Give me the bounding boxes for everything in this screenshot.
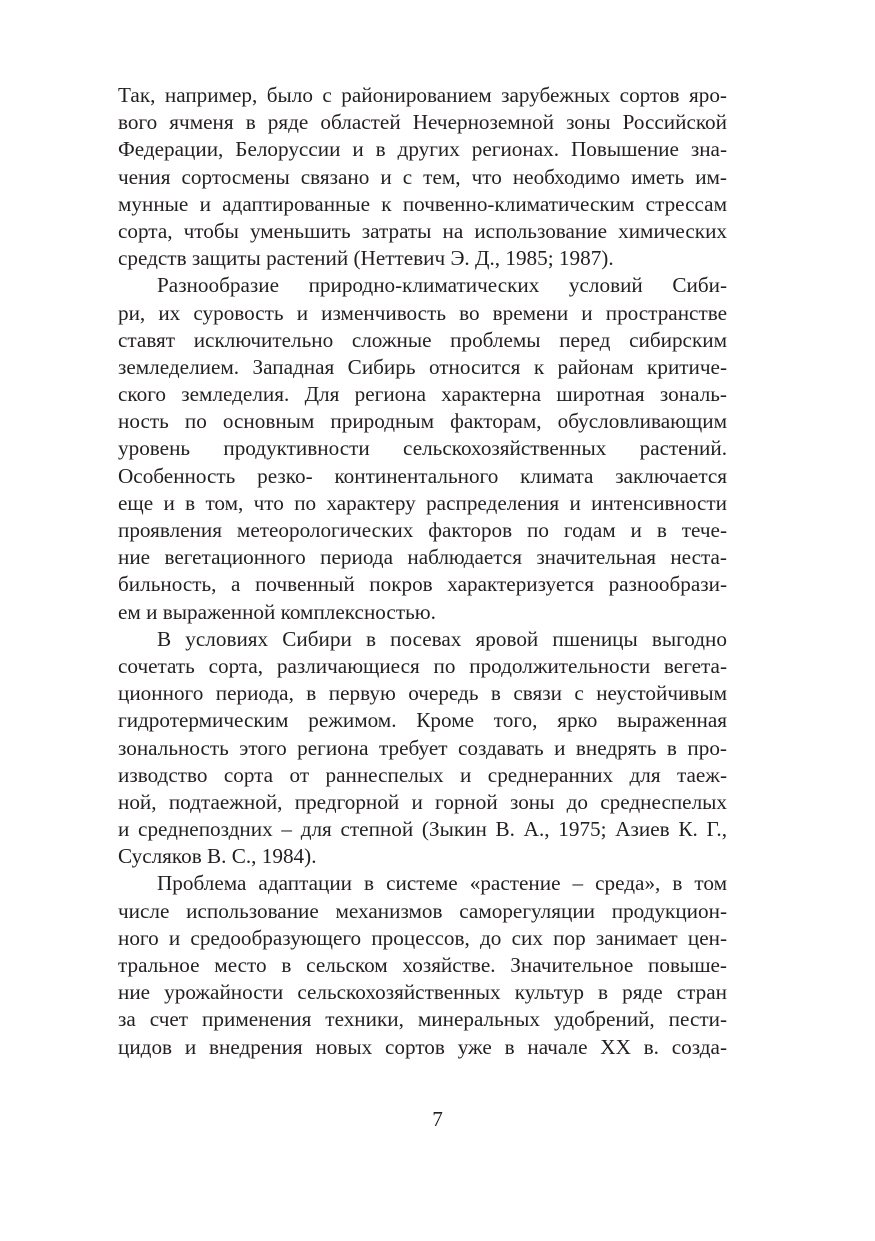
text-line: земледелием. Западная Сибирь относится к районам критиче- [118,354,727,379]
text-line: мунные и адаптированные к почвенно-климатическим стрессам [118,191,727,216]
text-line: ского земледелия. Для региона характерна широтная зональ- [118,382,727,407]
page-body [118,82,727,1061]
text-line: ем и выраженной комплексностью. [118,599,436,624]
text-line: Особенность резко- континентального климата заключается [118,463,727,488]
text-line: В условиях Сибири в посевах яровой пшеницы выгодно [157,626,727,651]
text-line: уровень продуктивности сельскохозяйственных растений. [118,436,727,461]
text-line: Федерации, Белоруссии и в других регионах. Повышение зна- [118,137,727,162]
text-line: ри, их суровость и изменчивость во времени и пространстве [118,300,727,325]
text-line: числе использование механизмов саморегуляции продукцион- [118,898,727,923]
text-line: еще и в том, что по характеру распределения и интенсивности [118,490,727,515]
text-line: ние урожайности сельскохозяйственных культур в ряде стран [118,980,727,1005]
text-line: и среднепоздних – для степной (Зыкин В. А., 1975; Азиев К. Г., [118,817,727,842]
text-line: сочетать сорта, различающиеся по продолжительности вегета- [118,653,727,678]
text-line: средств защиты растений (Неттевич Э. Д., 1985; 1987). [118,246,614,271]
text-line: ность по основным природным факторам, обусловливающим [118,409,727,434]
text-line: ставят исключительно сложные проблемы перед сибирским [118,327,727,352]
text-line: проявления метеорологических факторов по годам и в тече- [118,518,727,542]
text-line: изводство сорта от раннеспелых и среднеранних для таеж- [118,762,727,787]
text-line: бильность, а почвенный покров характеризуется разнообрази- [118,572,727,597]
text-line: Сусляков В. С., 1984). [118,844,317,869]
text-line: чения сортосмены связано и с тем, что необходимо иметь им- [118,164,727,189]
text-line: Так, например, было с районированием зарубежных сортов яро- [118,83,727,107]
text-line: Проблема адаптации в системе «растение – среда», в том [157,871,727,896]
text-line: цидов и внедрения новых сортов уже в начале XX в. созда- [118,1034,727,1059]
text-line: вого ячменя в ряде областей Нечерноземной зоны Российской [118,110,727,135]
text-line: Разнообразие природно-климатических условий Сиби- [157,273,727,298]
text-line: за счет применения техники, минеральных удобрений, пести- [118,1007,727,1032]
text-line: ного и средообразующего процессов, до сих пор занимает цен- [118,925,727,950]
text-line: гидротермическим режимом. Кроме того, ярко выраженная [118,708,727,733]
text-line: ционного периода, в первую очередь в связи с неустойчивым [118,681,727,706]
page-number: 7 [432,1107,443,1131]
text-line: тральное место в сельском хозяйстве. Значительное повыше- [118,953,727,977]
text-line: зональность этого региона требует создавать и внедрять в про- [118,735,727,760]
text-line: ной, подтаежной, предгорной и горной зоны до среднеспелых [118,789,727,814]
text-line: сорта, чтобы уменьшить затраты на использование химических [118,218,727,243]
text-line: ние вегетационного периода наблюдается значительная неста- [118,545,727,570]
